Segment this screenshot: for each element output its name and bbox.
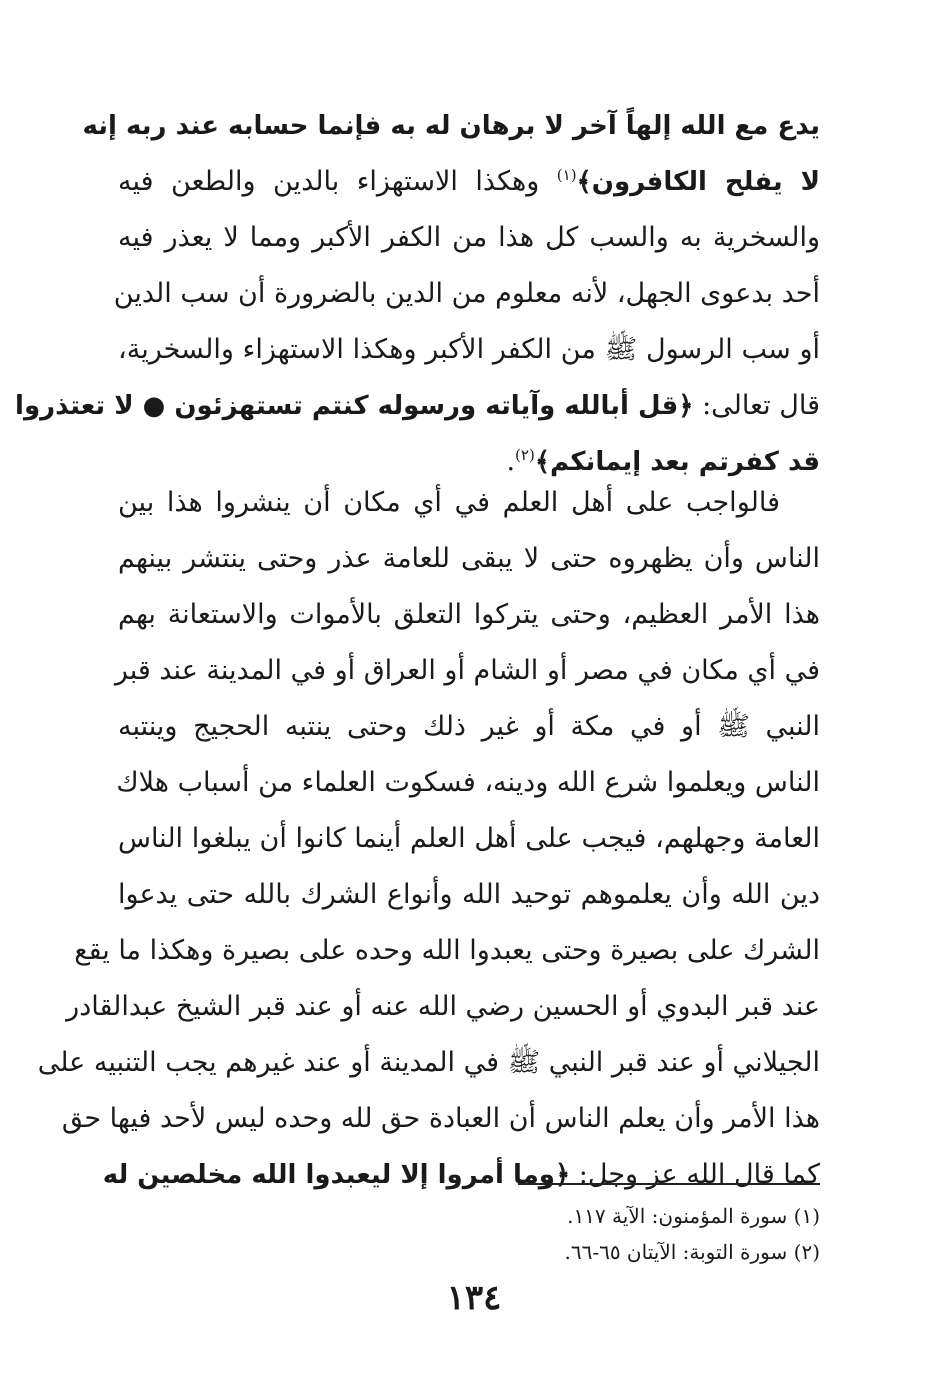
text-line: في أي مكان في مصر أو الشام أو العراق أو في المدينة عند قبر <box>114 655 820 686</box>
footnote-1: (١) سورة المؤمنون: الآية ١١٧. <box>567 1204 820 1228</box>
text-line: الناس وأن يظهروه حتى لا يبقى للعامة عذر وحتى ينتشر بينهم <box>118 543 820 574</box>
text-line: يدع مع الله إلهاً آخر لا برهان له به فإنما حسابه عند ربه إنه <box>82 111 820 141</box>
quran-quote: ﴿وما أمروا إلا ليعبدوا الله مخلصين له <box>102 1160 571 1190</box>
text-line: الجيلاني أو عند قبر النبي ﷺ في المدينة أو عند غيرهم يجب التنبيه على <box>37 1047 820 1078</box>
text-segment: . <box>506 446 516 477</box>
text-line <box>102 1147 820 1203</box>
text-line <box>118 154 820 210</box>
quran-quote: قد كفرتم بعد إيمانكم﴾ <box>534 447 820 477</box>
paragraph-2 <box>37 475 820 1203</box>
text-line: عند قبر البدوي أو الحسين رضي الله عنه أو عند قبر الشيخ عبدالقادر <box>66 991 820 1022</box>
text-line: الشرك على بصيرة وحتى يعبدوا الله وحده على بصيرة وهكذا ما يقع <box>74 935 820 966</box>
footnote-ref-2: (٢) <box>515 446 535 464</box>
text-line: فالواجب على أهل العلم في أي مكان أن ينشروا هذا بين <box>118 487 780 518</box>
paragraph-1 <box>15 98 820 490</box>
text-segment: وهكذا الاستهزاء بالدين والطعن فيه <box>118 166 557 197</box>
text-line: دين الله وأن يعلموهم توحيد الله وأنواع الشرك بالله حتى يدعوا <box>118 879 820 910</box>
footnote-ref-1: (١) <box>556 166 577 184</box>
text-line <box>15 378 820 434</box>
page-number: ١٣٤ <box>446 1278 502 1318</box>
text-line: هذا الأمر العظيم، وحتى يتركوا التعلق بالأموات والاستعانة بهم <box>118 599 820 630</box>
text-segment: قال تعالى: <box>693 390 820 421</box>
footnote-divider <box>518 1183 820 1185</box>
quran-quote: ﴿قل أبالله وآياته ورسوله كنتم تستهزئون ● لا تعتذروا <box>15 391 694 421</box>
text-line: النبي ﷺ أو في مكة أو غير ذلك وحتى ينتبه الحجيج وينتبه <box>118 711 820 742</box>
text-line: والسخرية به والسب كل هذا من الكفر الأكبر ومما لا يعذر فيه <box>118 222 820 253</box>
text-line: أو سب الرسول ﷺ من الكفر الأكبر وهكذا الاستهزاء والسخرية، <box>118 334 820 365</box>
text-segment: كما قال الله عز وجل: <box>570 1159 820 1190</box>
footnotes <box>420 1198 820 1270</box>
text-line: أحد بدعوى الجهل، لأنه معلوم من الدين بالضرورة أن سب الدين <box>113 278 820 309</box>
text-line: العامة وجهلهم، فيجب على أهل العلم أينما كانوا أن يبلغوا الناس <box>118 823 820 854</box>
quran-quote: لا يفلح الكافرون﴾ <box>576 167 820 197</box>
text-line: هذا الأمر وأن يعلم الناس أن العبادة حق لله وحده ليس لأحد فيها حق <box>61 1103 820 1134</box>
footnote-2: (٢) سورة التوبة: الآيتان ٦٥-٦٦. <box>564 1240 820 1264</box>
text-line: الناس ويعلموا شرع الله ودينه، فسكوت العلماء من أسباب هلاك <box>116 767 820 798</box>
